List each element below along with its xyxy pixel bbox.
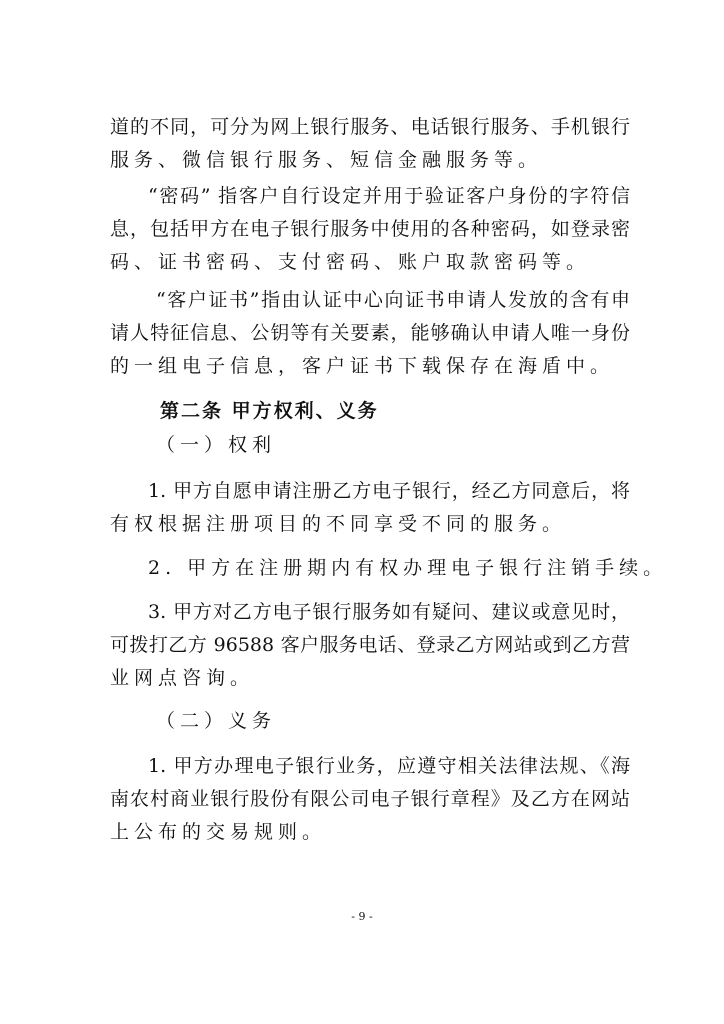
- text-line: 1. 甲方办理电子银行业务，应遵守相关法律法规、《海: [148, 755, 630, 777]
- text-line: 2. 甲方在注册期内有权办理电子银行注销手续。: [148, 557, 668, 579]
- section-heading-rights: （一）权利: [156, 434, 277, 456]
- section-heading-obligations: （二）义务: [156, 710, 277, 732]
- text-line: 南农村商业银行股份有限公司电子银行章程》及乙方在网站: [110, 788, 630, 810]
- text-line: 1. 甲方自愿申请注册乙方电子银行，经乙方同意后，将: [148, 480, 630, 502]
- text-line: 码、证书密码、支付密码、账户取款密码等。: [110, 251, 591, 273]
- text-line: 道的不同，可分为网上银行服务、电话银行服务、手机银行: [110, 116, 630, 138]
- article-heading: 第二条 甲方权利、义务: [160, 400, 379, 422]
- text-line: “密码” 指客户自行设定并用于验证客户身份的字符信: [148, 185, 630, 207]
- text-line: 3. 甲方对乙方电子银行服务如有疑问、建议或意见时，: [148, 601, 630, 623]
- text-line: 服务、微信银行服务、短信金融服务等。: [110, 149, 543, 171]
- text-line: 业网点咨询。: [110, 667, 255, 689]
- text-line: 可拨打乙方 96588 客户服务电话、登录乙方网站或到乙方营: [110, 634, 630, 656]
- page-number: - 9 -: [351, 910, 373, 923]
- text-line: 息，包括甲方在电子银行服务中使用的各种密码，如登录密: [110, 218, 630, 240]
- text-line: 的一组电子信息，客户证书下载保存在海盾中。: [110, 355, 615, 377]
- text-line: 上公布的交易规则。: [110, 821, 327, 843]
- text-line: “客户证书”指由认证中心向证书申请人发放的含有申: [156, 289, 630, 311]
- text-line: 请人特征信息、公钥等有关要素，能够确认申请人唯一身份: [110, 322, 630, 344]
- text-line: 有权根据注册项目的不同享受不同的服务。: [110, 513, 567, 535]
